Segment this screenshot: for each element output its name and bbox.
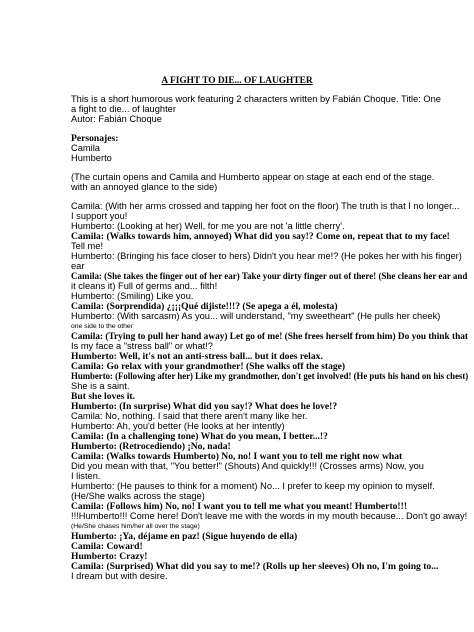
text-line: (He/She walks across the stage) xyxy=(71,491,205,501)
text-line: a fight to die... of laughter xyxy=(71,104,176,114)
text-line: I listen. xyxy=(71,471,101,481)
text-line: Humberto: Well, it's not an anti-stress ball... but it does relax. xyxy=(71,351,323,362)
text-line: it cleans it) Full of germs and... filth! xyxy=(71,281,218,291)
text-line: But she loves it. xyxy=(71,391,135,402)
text-line: Camila: Go relax with your grandmother! (She walks off the stage) xyxy=(71,361,346,372)
text-line: Camila: (In a challenging tone) What do you mean, I better...!? xyxy=(71,431,328,442)
text-line: Humberto: (In surprise) What did you say!? What does he love!? xyxy=(71,401,338,412)
text-line: Humberto: (Looking at her) Well, for me you are not 'a little cherry'. xyxy=(71,221,345,231)
text-line: She is a saint. xyxy=(71,381,130,391)
text-line: Did you mean with that, "You better!" (Shouts) And quickly!!! (Crosses arms) Now, you xyxy=(71,461,424,471)
text-line: Camila: (She takes the finger out of her ear) Take your dirty finger out of there! (She cleans her ear and xyxy=(71,271,468,282)
text-line: This is a short humorous work featuring 2 characters written by Fabián Choque. Title: One xyxy=(71,94,441,104)
text-line: Camila xyxy=(71,143,100,153)
text-line: I support you! xyxy=(71,211,128,221)
text-line: Camila: (Sorprendida) ¿¡¡¡Qué dijiste!!!? (Se apega a él, molesta) xyxy=(71,301,338,312)
text-line: Camila: (Surprised) What did you say to me!? (Rolls up her sleeves) Oh no, I'm going to... xyxy=(71,561,439,572)
text-line: Humberto: ¡Ya, déjame en paz! (Sigue huyendo de ella) xyxy=(71,531,298,542)
text-line: Humberto: Crazy! xyxy=(71,551,148,562)
text-line: Humberto: Ah, you'd better (He looks at her intently) xyxy=(71,421,285,431)
text-line: Humberto: (Following after her) Like my grandmother, don't get involved! (He puts his hand on his chest) xyxy=(71,371,469,382)
document-title: A FIGHT TO DIE... OF LAUGHTER xyxy=(161,76,313,86)
text-line: Autor: Fabián Choque xyxy=(71,114,162,124)
text-line: Tell me! xyxy=(71,241,104,251)
text-line: Humberto: (He pauses to think for a moment) No... I prefer to keep my opinion to myself. xyxy=(71,481,435,491)
text-line: Humberto xyxy=(71,153,112,163)
text-line: I dream but with desire. xyxy=(71,571,168,581)
text-line: one side to the other xyxy=(71,323,133,330)
text-line: Camila: (Walks towards him, annoyed) What did you say!? Come on, repeat that to my face! xyxy=(71,231,450,242)
text-line: Humberto: (Smiling) Like you. xyxy=(71,291,194,301)
text-line: Humberto: (Retrocediendo) ¡No, nada! xyxy=(71,441,231,452)
text-line: Camila: (Trying to pull her hand away) Let go of me! (She frees herself from him) Do you think that xyxy=(71,331,469,342)
text-line: Camila: (With her arms crossed and tapping her foot on the floor) The truth is that I no longer... xyxy=(71,201,460,211)
text-line: Personajes: xyxy=(71,133,119,144)
text-line: Humberto: (With sarcasm) As you... will understand, "my sweetheart" (He pulls her cheek) xyxy=(71,311,441,321)
text-line: Camila: Coward! xyxy=(71,541,143,552)
text-line: !!!Humberto!!! Come here! Don't leave me with the words in my mouth because... Don't go away! xyxy=(71,511,468,521)
text-line: ear xyxy=(71,261,85,271)
text-line: Is my face a "stress ball" or what!? xyxy=(71,341,213,351)
text-line: Camila: No, nothing. I said that there aren't many like her. xyxy=(71,411,308,421)
text-line: Camila: (Follows him) No, no! I want you to tell me what you meant! Humberto!!! xyxy=(71,501,408,512)
text-line: with an annoyed glance to the side) xyxy=(71,182,218,192)
text-line: Humberto: (Bringing his face closer to hers) Didn't you hear me!? (He pokes her with his finger) xyxy=(71,251,462,261)
text-line: (The curtain opens and Camila and Humberto appear on stage at each end of the stage. xyxy=(71,172,435,182)
text-line: Camila: (Walks towards Humberto) No, no! I want you to tell me right now what xyxy=(71,451,403,462)
text-line: (He/She chases him/her all over the stage) xyxy=(71,523,200,530)
